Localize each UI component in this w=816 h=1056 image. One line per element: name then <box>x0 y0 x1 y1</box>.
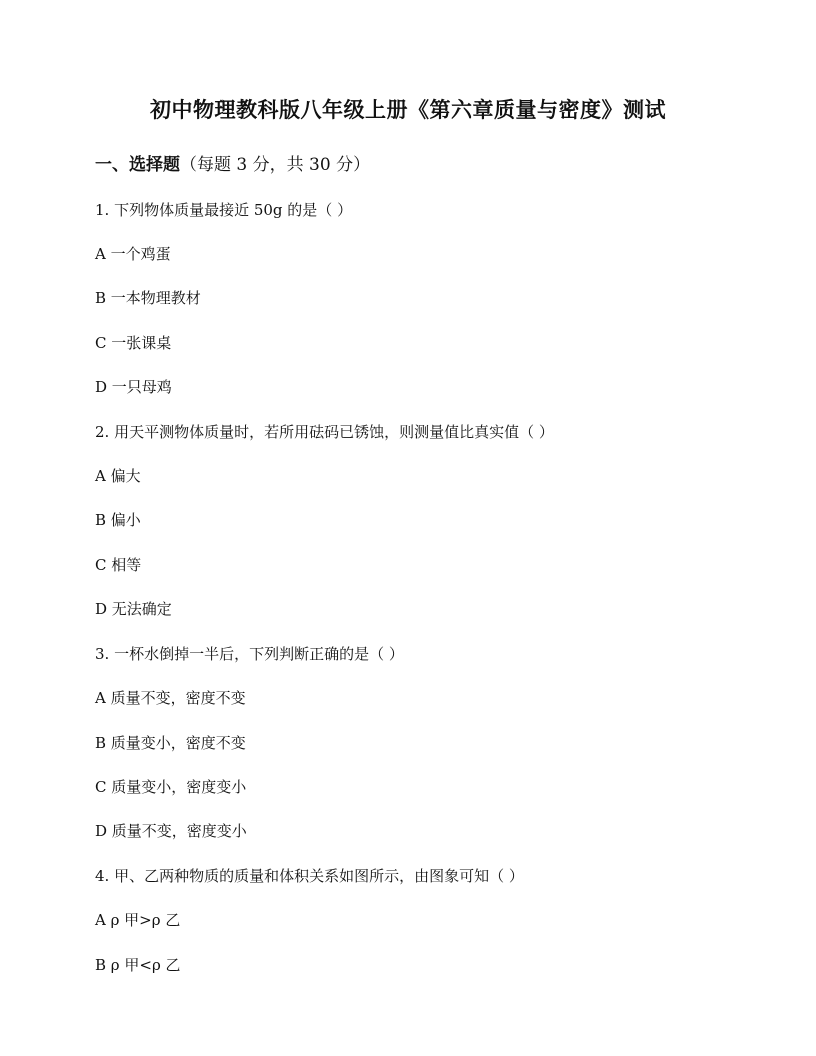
document-title: 初中物理教科版八年级上册《第六章质量与密度》测试 <box>150 97 666 122</box>
question-2-option-b: B 偏小 <box>95 511 141 529</box>
question-2-stem: 2. 用天平测物体质量时，若所用砝码已锈蚀，则测量值比真实值（ ） <box>95 423 554 441</box>
question-3-option-a: A 质量不变，密度不变 <box>95 689 246 707</box>
section-heading <box>95 150 370 175</box>
question-2-option-a: A 偏大 <box>95 467 141 485</box>
question-3-stem: 3. 一杯水倒掉一半后，下列判断正确的是（ ） <box>95 645 404 663</box>
question-1-stem: 1. 下列物体质量最接近 50g 的是（ ） <box>95 201 353 219</box>
question-2-option-c: C 相等 <box>95 556 142 574</box>
question-1-option-a: A 一个鸡蛋 <box>95 245 171 263</box>
question-2-option-d: D 无法确定 <box>95 600 172 618</box>
question-4-option-a: A ρ 甲>ρ 乙 <box>95 911 181 929</box>
section-heading-note: （每题 3 分，共 30 分） <box>180 155 371 175</box>
question-3-option-c: C 质量变小，密度变小 <box>95 778 247 796</box>
question-1-option-c: C 一张课桌 <box>95 334 172 352</box>
section-heading-label: 一、选择题 <box>95 155 180 175</box>
question-4-option-b: B ρ 甲<ρ 乙 <box>95 956 181 974</box>
question-1-option-d: D 一只母鸡 <box>95 378 172 396</box>
question-1-option-b: B 一本物理教材 <box>95 289 201 307</box>
question-4-stem: 4. 甲、乙两种物质的质量和体积关系如图所示，由图象可知（ ） <box>95 867 524 885</box>
question-3-option-d: D 质量不变，密度变小 <box>95 822 247 840</box>
question-3-option-b: B 质量变小，密度不变 <box>95 734 246 752</box>
